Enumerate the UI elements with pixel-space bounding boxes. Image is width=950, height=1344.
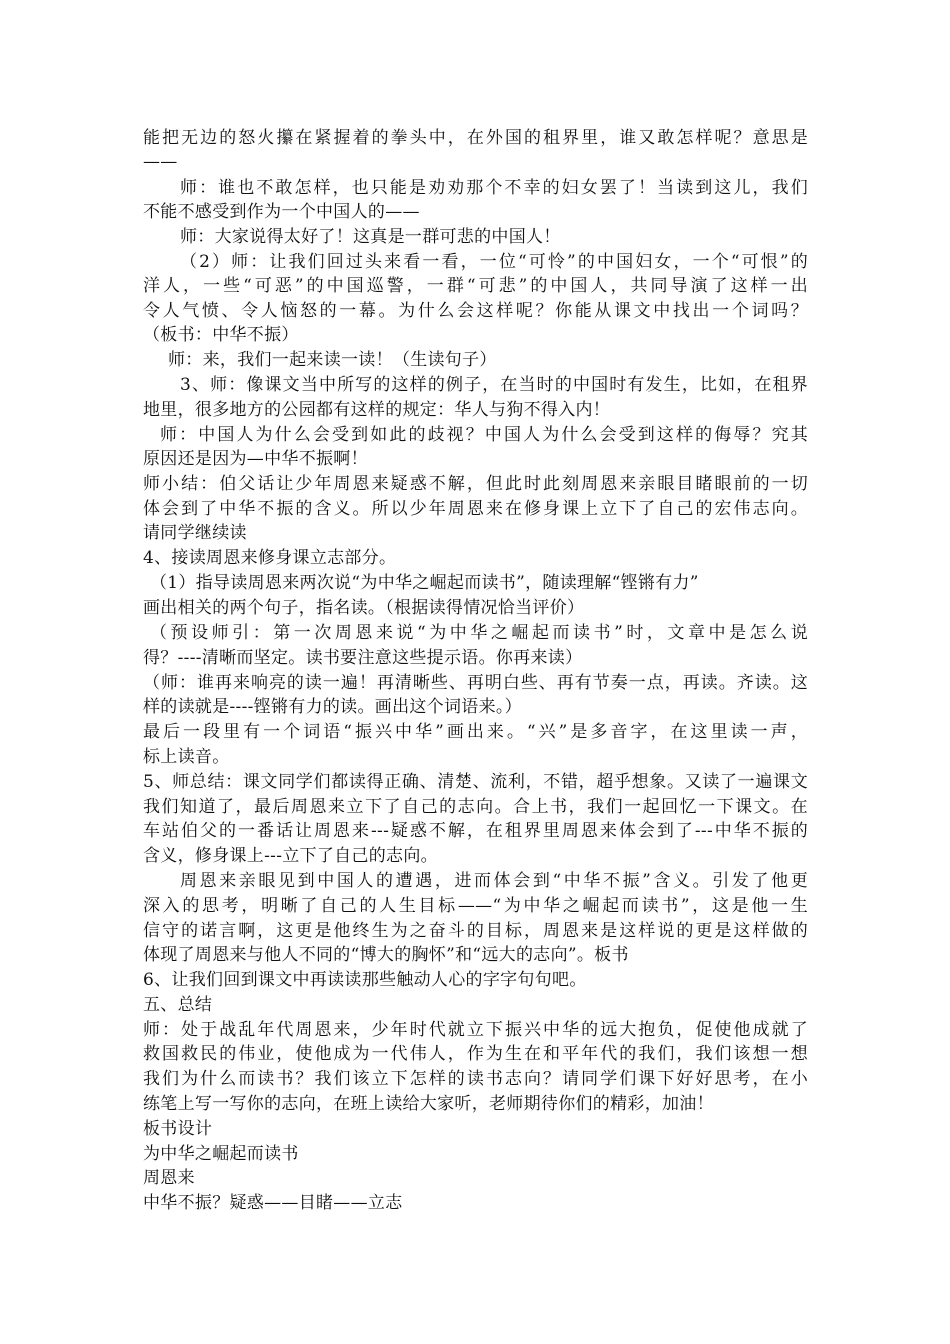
text-line: 周恩来亲眼见到中国人的遭遇，进而体会到“中华不振”含义。引发了他更 xyxy=(180,871,808,891)
text-line: （1）指导读周恩来两次说“为中华之崛起而读书”，随读理解“铿锵有力” xyxy=(150,573,699,593)
board-design-heading: 板书设计 xyxy=(143,1119,213,1139)
text-line: 地里，很多地方的公园都有这样的规定：华人与狗不得入内！ xyxy=(143,400,611,420)
text-line: 5、师总结：课文同学们都读得正确、清楚、流利，不错，超乎想象。又读了一遍课文 xyxy=(143,772,808,792)
board-line: 中华不振？疑惑——目睹——立志 xyxy=(143,1193,403,1213)
text-line: 样的读就是----铿锵有力的读。画出这个词语来。） xyxy=(143,697,522,717)
text-line: 不能不感受到作为一个中国人的—— xyxy=(143,202,420,222)
text-line: 师：大家说得太好了！这真是一群可悲的中国人！ xyxy=(180,227,561,247)
text-line: 含义，修身课上---立下了自己的志向。 xyxy=(143,846,438,866)
text-line: 能把无边的怒火攥在紧握着的拳头中，在外国的租界里，谁又敢怎样呢？意思是 xyxy=(143,128,808,148)
text-line: 令人气愤、令人恼怒的一幕。为什么会这样呢？你能从课文中找出一个词吗？ xyxy=(143,301,808,321)
board-line: 周恩来 xyxy=(143,1168,195,1188)
text-line: 4、接读周恩来修身课立志部分。 xyxy=(143,548,397,568)
text-line: 师：谁也不敢怎样，也只能是劝劝那个不幸的妇女罢了！当读到这儿，我们 xyxy=(180,178,808,198)
text-line: 标上读音。 xyxy=(143,747,230,767)
text-line: 我们知道了，最后周恩来立下了自己的志向。合上书，我们一起回忆一下课文。在 xyxy=(143,797,808,817)
text-line: 信守的诺言啊，这更是他终生为之奋斗的目标，周恩来是这样说的更是这样做的 xyxy=(143,921,808,941)
board-line: 为中华之崛起而读书 xyxy=(143,1144,299,1164)
text-line: 师：中国人为什么会受到如此的歧视？中国人为什么会受到这样的侮辱？究其 xyxy=(160,425,808,445)
text-line: 师：处于战乱年代周恩来，少年时代就立下振兴中华的远大抱负，促使他成就了 xyxy=(143,1020,808,1040)
text-line: （预设师引：第一次周恩来说“为中华之崛起而读书”时，文章中是怎么说 xyxy=(150,623,808,643)
text-line: （师：谁再来响亮的读一遍！再清晰些、再明白些、再有节奏一点，再读。齐读。这 xyxy=(143,673,808,693)
text-line: 请同学继续读 xyxy=(143,523,247,543)
text-line: 师：来，我们一起来读一读！（生读句子） xyxy=(168,350,497,370)
text-line: 练笔上写一写你的志向，在班上读给大家听，老师期待你们的精彩，加油！ xyxy=(143,1094,714,1114)
text-line: 体会到了中华不振的含义。所以少年周恩来在修身课上立下了自己的宏伟志向。 xyxy=(143,499,808,519)
text-line: 原因还是因为—中华不振啊！ xyxy=(143,449,368,469)
text-line: 6、让我们回到课文中再读读那些触动人心的字字句句吧。 xyxy=(143,970,587,990)
text-line: 车站伯父的一番话让周恩来---疑惑不解，在租界里周恩来体会到了---中华不振的 xyxy=(143,821,808,841)
text-line: 救国救民的伟业，使他成为一代伟人，作为生在和平年代的我们，我们该想一想 xyxy=(143,1044,808,1064)
text-line: 我们为什么而读书？我们该立下怎样的读书志向？请同学们课下好好思考，在小 xyxy=(143,1069,808,1089)
text-line: （2）师：让我们回过头来看一看，一位“可怜”的中国妇女，一个“可恨”的 xyxy=(180,252,808,272)
text-line: 洋人，一些“可恶”的中国巡警，一群“可悲”的中国人，共同导演了这样一出 xyxy=(143,276,808,296)
text-line: （板书：中华不振） xyxy=(143,325,299,345)
text-line: 画出相关的两个句子，指名读。（根据读得情况恰当评价） xyxy=(143,598,585,618)
text-line: —— xyxy=(143,152,178,172)
text-line: 体现了周恩来与他人不同的“博大的胸怀”和“远大的志向”。板书 xyxy=(143,945,629,965)
text-line: 最后一段里有一个词语“振兴中华”画出来。“兴”是多音字，在这里读一声， xyxy=(143,722,808,742)
section-heading: 五、总结 xyxy=(143,995,213,1015)
text-line: 得？----清晰而坚定。读书要注意这些提示语。你再来读） xyxy=(143,648,583,668)
text-line: 深入的思考，明晰了自己的人生目标——“为中华之崛起而读书”，这是他一生 xyxy=(143,896,808,916)
text-line: 师小结：伯父话让少年周恩来疑惑不解，但此时此刻周恩来亲眼目睹眼前的一切 xyxy=(143,474,808,494)
text-line: 3、师：像课文当中所写的这样的例子，在当时的中国时有发生，比如，在租界 xyxy=(180,375,808,395)
